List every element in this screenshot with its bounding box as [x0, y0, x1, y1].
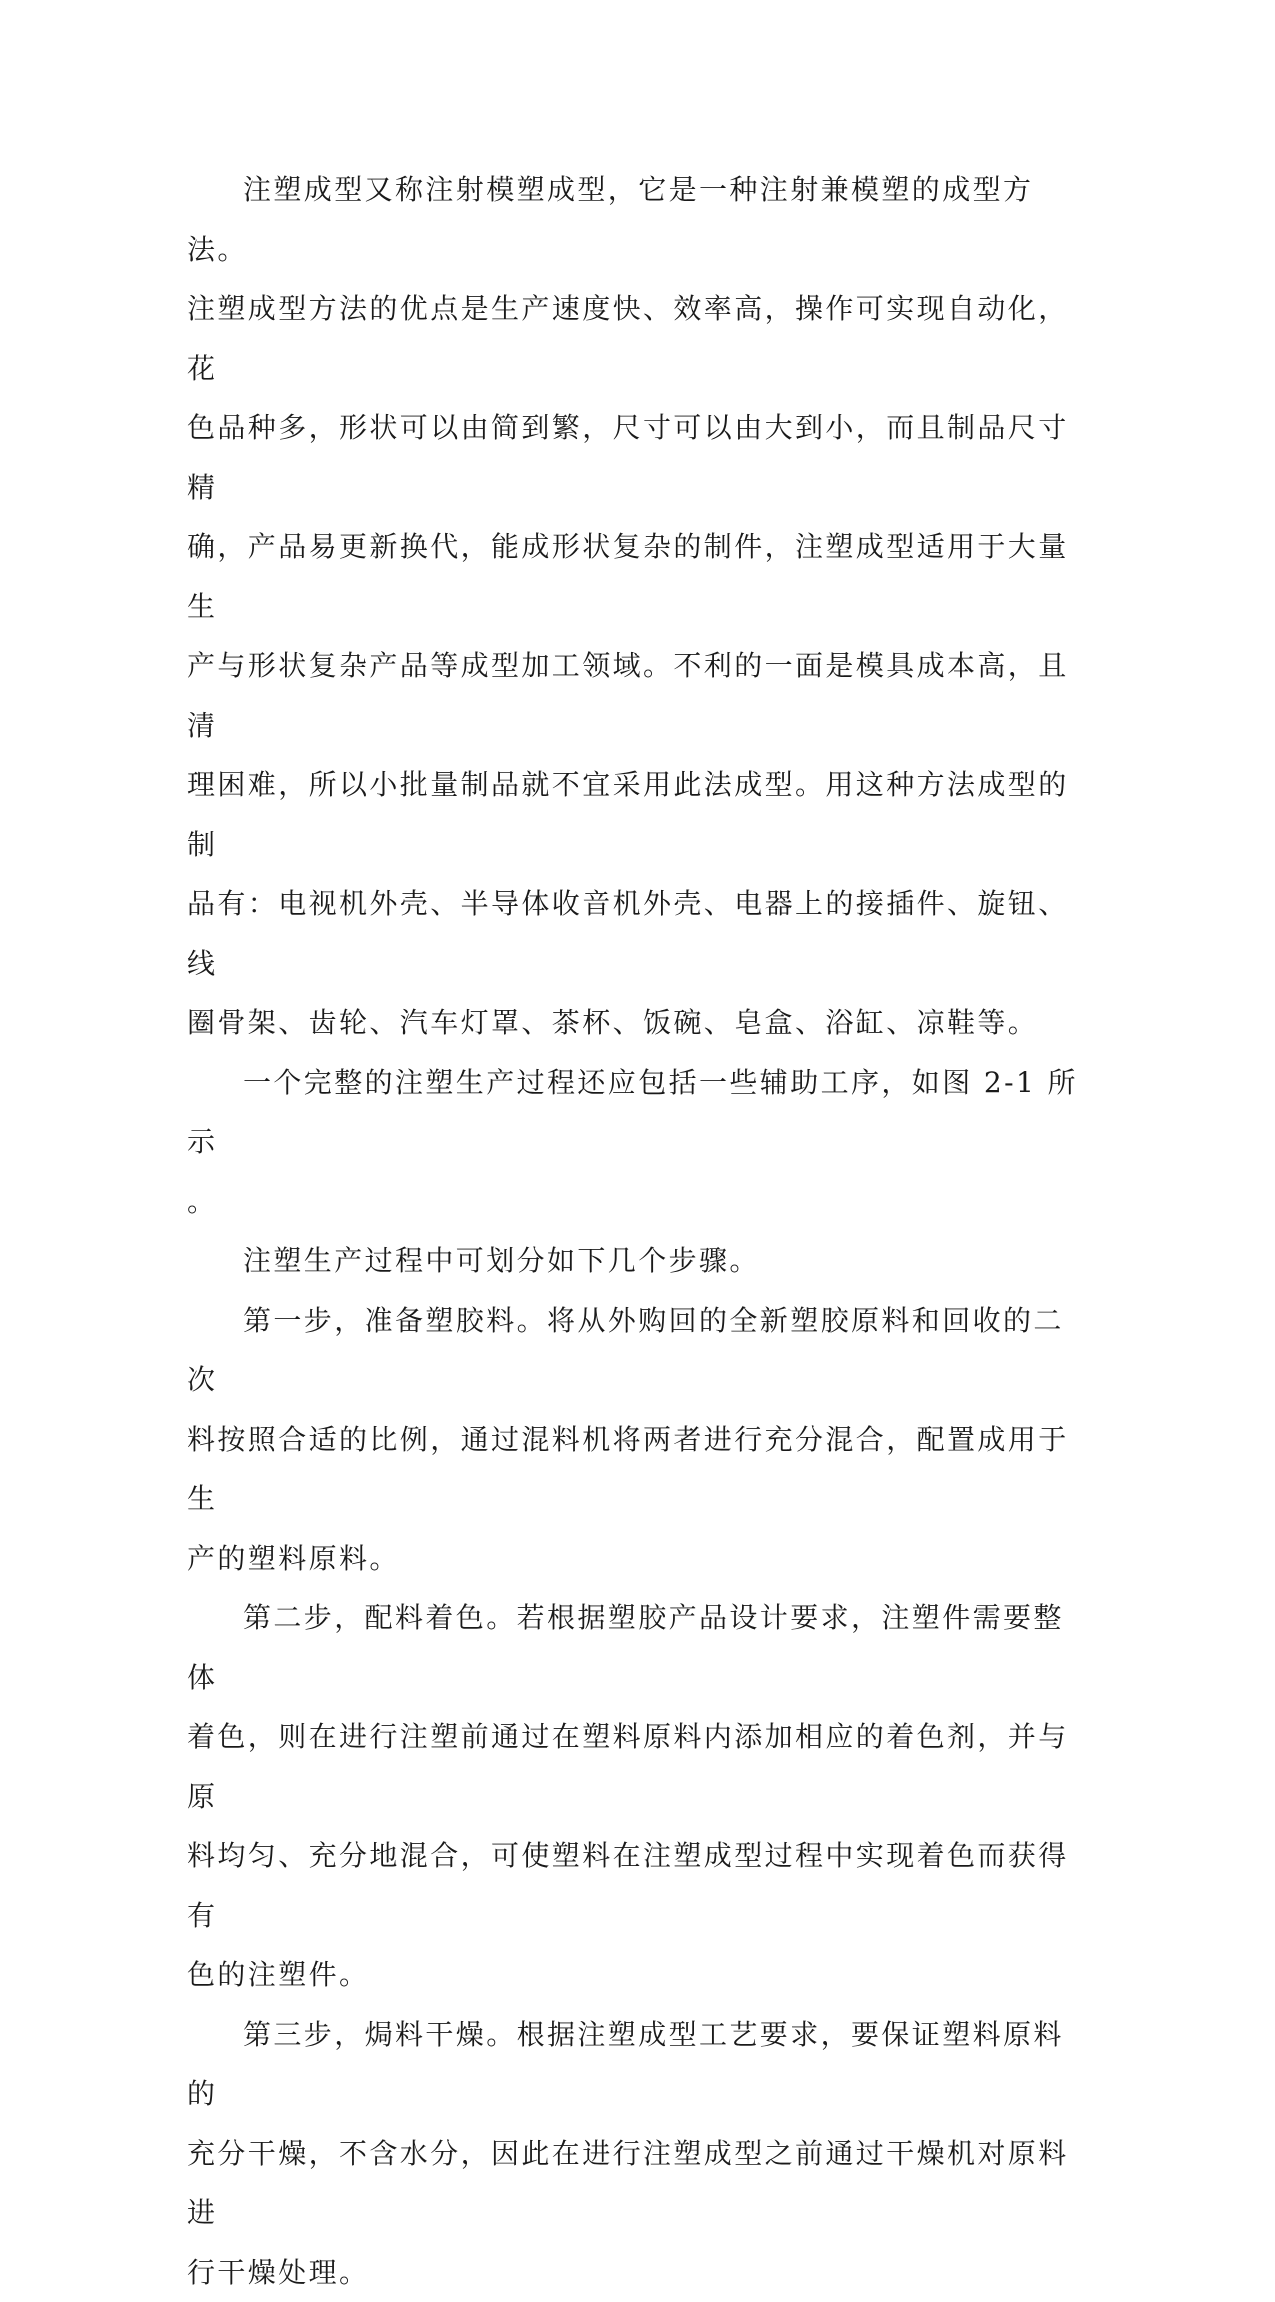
text-line: 色的注塑件。 — [187, 1958, 369, 1991]
text-line: 注塑生产过程中可划分如下几个步骤。 — [243, 1244, 760, 1277]
text-line: 确，产品易更新换代，能成形状复杂的制件，注塑成型适用于大量生 — [187, 530, 1069, 623]
text-line: 行干燥处理。 — [187, 2256, 369, 2289]
paragraph-step-two — [187, 1588, 1087, 2005]
text-line: 料均匀、充分地混合，可使塑料在注塑成型过程中实现着色而获得有 — [187, 1839, 1069, 1932]
text-line: 品有：电视机外壳、半导体收音机外壳、电器上的接插件、旋钮、线 — [187, 887, 1069, 980]
paragraph-auxiliary-processes — [187, 1053, 1087, 1232]
paragraph-step-one — [187, 1291, 1087, 1589]
paragraph-step-three — [187, 2005, 1087, 2302]
text-line: 着色，则在进行注塑前通过在塑料原料内添加相应的着色剂，并与原 — [187, 1720, 1069, 1813]
text-line: 第二步，配料着色。若根据塑胶产品设计要求，注塑件需要整体 — [187, 1601, 1064, 1694]
paragraph-injection-molding-intro — [187, 160, 1087, 1053]
text-line: 料按照合适的比例，通过混料机将两者进行充分混合，配置成用于生 — [187, 1423, 1069, 1516]
text-line: 第三步，焗料干燥。根据注塑成型工艺要求，要保证塑料原料的 — [187, 2018, 1064, 2111]
text-line: 产与形状复杂产品等成型加工领域。不利的一面是模具成本高，且清 — [187, 649, 1069, 742]
text-line: 色品种多，形状可以由简到繁，尺寸可以由大到小，而且制品尺寸精 — [187, 411, 1069, 504]
text-line: 注塑成型方法的优点是生产速度快、效率高，操作可实现自动化，花 — [187, 292, 1069, 385]
text-line: 一个完整的注塑生产过程还应包括一些辅助工序，如图 2-1 所示 — [187, 1066, 1078, 1159]
text-line: 理困难，所以小批量制品就不宜采用此法成型。用这种方法成型的制 — [187, 768, 1069, 861]
paragraph-steps-intro — [187, 1231, 1087, 1291]
text-line: 第一步，准备塑胶料。将从外购回的全新塑胶原料和回收的二次 — [187, 1304, 1064, 1397]
text-line: 充分干燥，不含水分，因此在进行注塑成型之前通过干燥机对原料进 — [187, 2137, 1069, 2230]
text-line: 注塑成型又称注射模塑成型，它是一种注射兼模塑的成型方法。 — [187, 173, 1033, 266]
text-line: 产的塑料原料。 — [187, 1542, 400, 1575]
document-body — [187, 160, 1087, 2302]
text-line: 。 — [131, 1172, 217, 1232]
text-line: 圈骨架、齿轮、汽车灯罩、茶杯、饭碗、皂盒、浴缸、凉鞋等。 — [187, 1006, 1038, 1039]
